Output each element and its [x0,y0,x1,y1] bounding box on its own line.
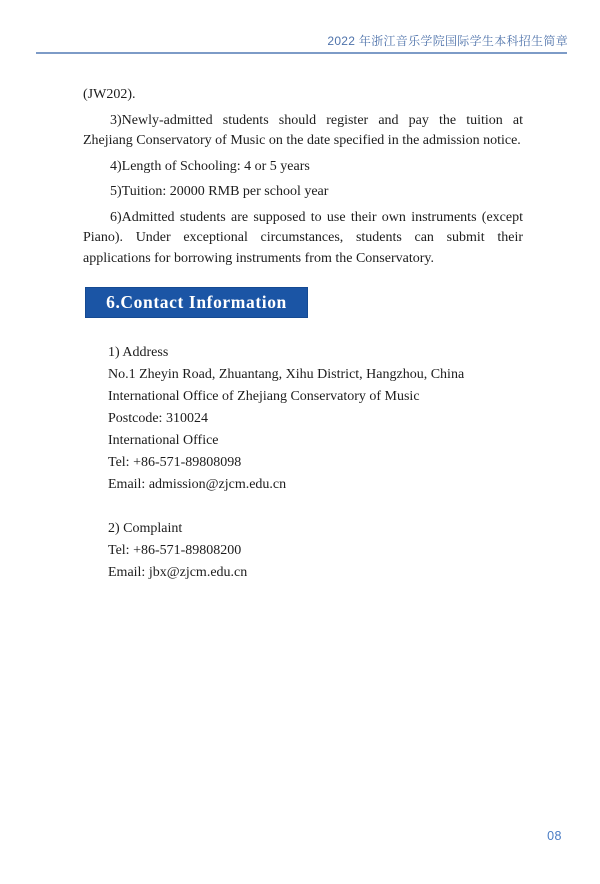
complaint-label: 2) Complaint [108,521,183,536]
address-line-email: Email: admission@zjcm.edu.cn [108,477,287,492]
paragraph-newly-admitted: 3)Newly-admitted students should register and pay the tuition at Zhejiang Conservatory of Music on the date specified in the admission notice. [83,112,523,148]
section-heading-contact-information: 6.Contact Information [85,287,308,318]
complaint-line-email: Email: jbx@zjcm.edu.cn [108,565,248,580]
header-title: 2022 年浙江音乐学院国际学生本科招生简章 [327,34,568,48]
address-line-tel: Tel: +86-571-89808098 [108,455,242,470]
header-rule [36,52,567,54]
address-line-postcode: Postcode: 310024 [108,411,208,426]
address-label: 1) Address [108,345,169,360]
paragraph-length-of-schooling: 4)Length of Schooling: 4 or 5 years [110,158,310,174]
address-line-office: International Office of Zhejiang Conservatory of Music [108,389,420,404]
page-number: 08 [547,829,562,843]
complaint-line-tel: Tel: +86-571-89808200 [108,543,242,558]
contact-block [108,342,538,584]
address-line-international-office: International Office [108,433,219,448]
address-line-street: No.1 Zheyin Road, Zhuantang, Xihu District, Hangzhou, China [108,367,465,382]
paragraph-jw202: (JW202). [83,87,136,102]
paragraph-instruments: 6)Admitted students are supposed to use their own instruments (except Piano). Under exceptional circumstances, students can submit their applications for borrowing instruments from the Conservatory. [83,209,523,266]
body-text [83,85,523,274]
paragraph-tuition: 5)Tuition: 20000 RMB per school year [110,184,329,199]
